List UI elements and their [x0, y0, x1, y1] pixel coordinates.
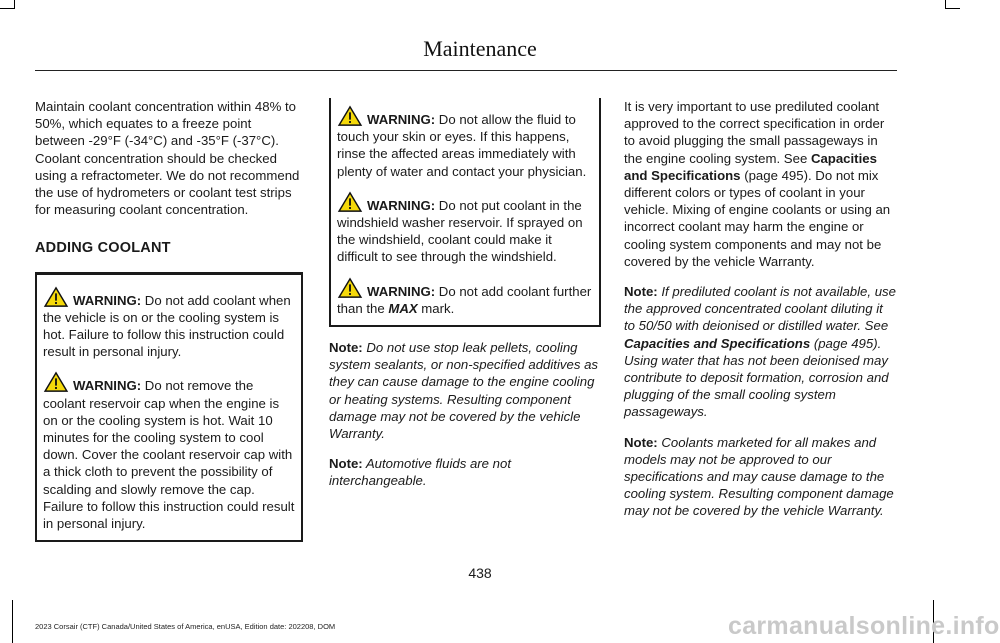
warning-triangle-icon [337, 278, 363, 298]
warning-label: WARNING: [367, 112, 436, 127]
warning-label: WARNING: [73, 378, 142, 394]
middle-column [329, 98, 601, 503]
warning-item [43, 287, 296, 361]
note-stop-leak [329, 339, 601, 442]
capacities-link[interactable]: Capacities and Specifications [624, 150, 877, 183]
warning-label: WARNING: [367, 197, 436, 213]
crop-mark-top-left-h [0, 8, 14, 9]
warning-triangle-icon [43, 372, 69, 392]
warning-text: Do not add coolant when the vehicle is on or the cooling system is hot. Failure to follow this instruction could result in personal injury. [43, 292, 291, 360]
paragraph-text: (page 495). Do not mix different colors or types of coolant in your vehicle. Mixing of engine coolants or using an incorrect coolant may harm the engine or cooling system components and may not be covered by the vehicle Warranty. [624, 167, 891, 269]
warning-triangle-icon [337, 192, 363, 212]
section-heading-adding-coolant: ADDING COOLANT [35, 240, 171, 257]
note-fluids [329, 455, 601, 489]
capacities-link[interactable]: Capacities and Specifications [624, 335, 811, 351]
warning-label: WARNING: [73, 292, 142, 308]
warning-triangle-icon [337, 106, 363, 126]
warning-text: Do not put coolant in the windshield washer reservoir. If sprayed on the windshield, coolant could make it difficult to see through the windshield. [337, 197, 583, 265]
crop-mark-top-right-v [945, 0, 946, 9]
note-text: If prediluted coolant is not available, use the approved concentrated coolant diluting it to 50/50 with deionised or distilled water. See [624, 284, 896, 334]
warning-item [43, 372, 296, 532]
max-mark-text: MAX [388, 300, 418, 316]
note-text: Do not use stop leak pellets, cooling system sealants, or non-specified additives as they can cause damage to the engine cooling or heating systems. Resulting component damage may not be covered by the vehicle Warranty. [329, 340, 599, 442]
crop-mark-top-left-v [14, 0, 15, 9]
warning-item [337, 192, 594, 266]
warning-box-left [35, 272, 303, 543]
prediluted-coolant-paragraph [624, 98, 896, 270]
note-coolants-all-makes [624, 434, 896, 520]
warning-text: Do not allow the fluid to touch your skin or eyes. If this happens, rinse the affected areas immediately with plenty of water and contact your physician. [337, 112, 587, 179]
note-label: Note: [329, 340, 363, 356]
warning-box-middle [329, 98, 601, 327]
note-label: Note: [624, 284, 658, 300]
note-text: Coolants marketed for all makes and models may not be approved to our specifications and may cause damage to the cooling system. Resulting component damage may not be covered by the vehicle Warranty. [624, 434, 894, 519]
note-label: Note: [624, 434, 658, 450]
crop-mark-bottom-left [12, 600, 13, 643]
note-text: (page 495). Using water that has not been deionised may contribute to deposit formation, corrosion and plugging of the small cooling system passageways. [624, 335, 889, 420]
left-column [35, 98, 303, 542]
warning-text: mark. [417, 300, 455, 316]
edition-footer: 2023 Corsair (CTF) Canada/United States of America, enUSA, Edition date: 202208, DOM [35, 622, 336, 631]
warning-text: Do not add coolant further than the [337, 283, 592, 316]
header-divider [35, 70, 897, 71]
watermark: carmanualsonline.info [728, 612, 1000, 640]
warning-label: WARNING: [367, 283, 436, 299]
note-text: Automotive fluids are not interchangeable. [329, 456, 512, 489]
warning-text: Do not remove the coolant reservoir cap when the engine is on or the cooling system is hot. Wait 10 minutes for the cooling system to cool down. Cover the coolant reservoir cap with a thick cloth to prevent the possibility of scalding and slowly remove the cap. Failure to follow this instruction could result in personal injury. [43, 378, 295, 532]
page-title: Maintenance [423, 36, 537, 61]
coolant-concentration-paragraph: Maintain coolant concentration within 48% to 50%, which equates to a freeze point between -29°F (-34°C) and -35°F (-37°C). Coolant concentration should be checked using a refractometer. We do not recommend the use of hydrometers or coolant test strips for measuring coolant concentration. [35, 99, 300, 218]
note-label: Note: [329, 456, 363, 472]
right-column [624, 98, 896, 533]
paragraph-text: It is very important to use prediluted coolant approved to the correct specification in order to avoid plugging the small passageways in the engine cooling system. See [624, 99, 885, 166]
warning-item [337, 106, 594, 180]
warning-item [337, 278, 594, 317]
warning-triangle-icon [43, 287, 69, 307]
page-number: 438 [468, 565, 492, 581]
note-concentrated-coolant [624, 283, 896, 421]
crop-mark-top-right-h [946, 8, 960, 9]
